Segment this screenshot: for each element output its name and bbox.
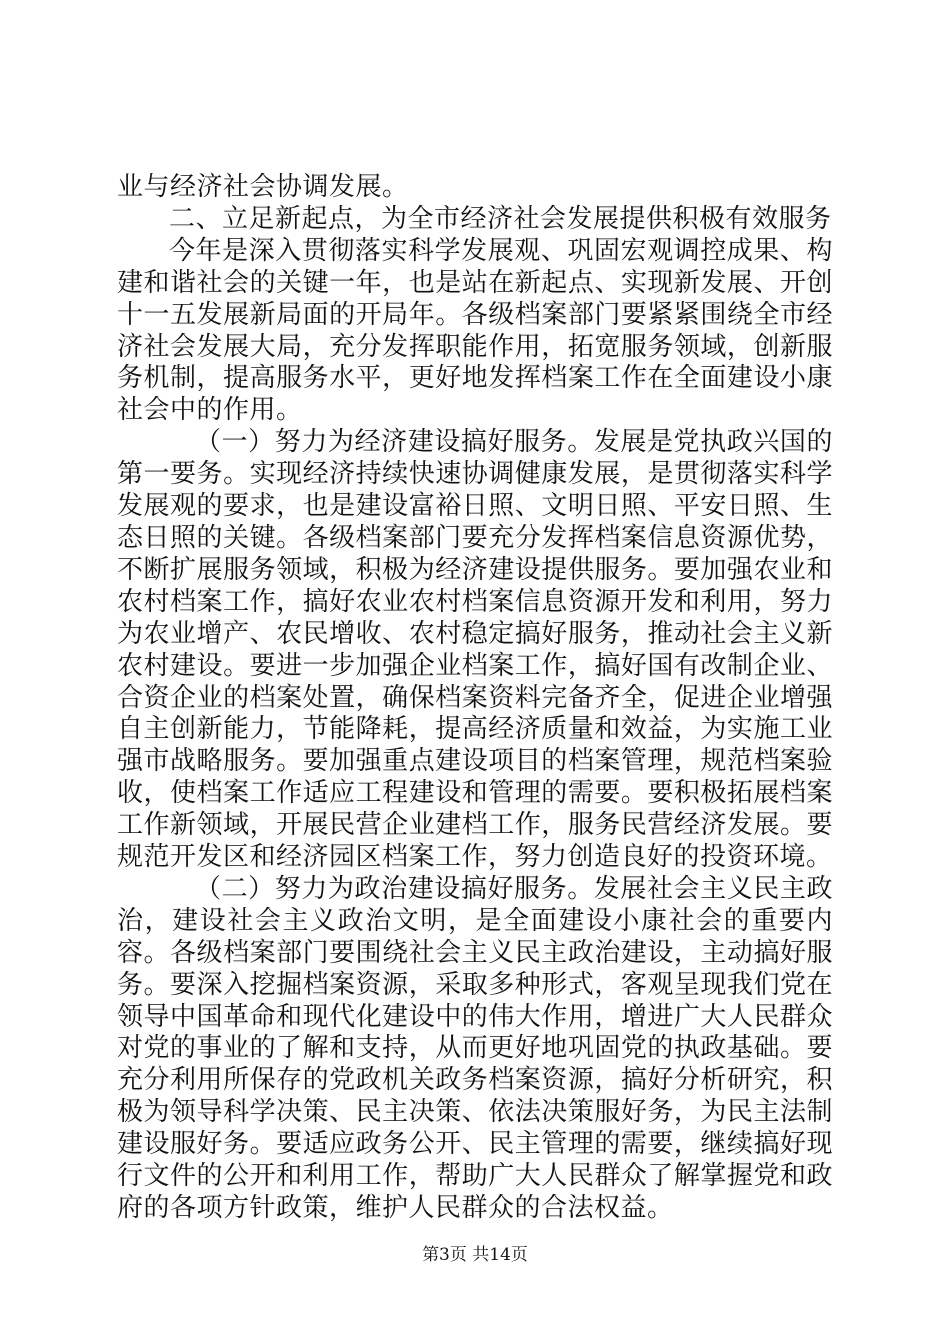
paragraph-economic-service: （一）努力为经济建设搞好服务。发展是党执政兴国的第一要务。实现经济持续快速协调健康发展，是贯彻落实科学发展观的要求，也是建设富裕日照、文明日照、平安日照、生态日照的关键。各级档案部门要充分发挥档案信息资源优势，不断扩展服务领域，积极为经济建设提供服务。要加强农业和农村档案工作，搞好农业农村档案信息资源开发和利用，努力为农业增产、农民增收、农村稳定搞好服务，推动社会主义新农村建设。要进一步加强企业档案工作，搞好国有改制企业、合资企业的档案处置，确保档案资料完备齐全，促进企业增强自主创新能力，节能降耗，提高经济质量和效益，为实施工业强市战略服务。要加强重点建设项目的档案管理，规范档案验收，使档案工作适应工程建设和管理的需要。要积极拓展档案工作新领域，开展民营企业建档工作，服务民营经济发展。要规范开发区和经济园区档案工作，努力创造良好的投资环境。 <box>117 427 833 873</box>
paragraph-political-service: （二）努力为政治建设搞好服务。发展社会主义民主政治，建设社会主义政治文明，是全面建设小康社会的重要内容。各级档案部门要围绕社会主义民主政治建设，主动搞好服务。要深入挖掘档案资源，采取多种形式，客观呈现我们党在领导中国革命和现代化建设中的伟大作用，增进广大人民群众对党的事业的了解和支持，从而更好地巩固党的执政基础。要充分利用所保存的党政机关政务档案资源，搞好分析研究，积极为领导科学决策、民主决策、依法决策服好务，为民主法制建设服好务。要适应政务公开、民主管理的需要，继续搞好现行文件的公开和利用工作，帮助广大人民群众了解掌握党和政府的各项方针政策，维护人民群众的合法权益。 <box>117 873 833 1223</box>
document-body <box>117 172 833 1225</box>
paragraph-intro: 今年是深入贯彻落实科学发展观、巩固宏观调控成果、构建和谐社会的关键一年，也是站在新起点、实现新发展、开创十一五发展新局面的开局年。各级档案部门要紧紧围绕全市经济社会发展大局，充分发挥职能作用，拓宽服务领域，创新服务机制，提高服务水平，更好地发挥档案工作在全面建设小康社会中的作用。 <box>117 235 833 426</box>
page-footer: 第3页 共14页 <box>422 1245 528 1265</box>
section-heading: 二、立足新起点，为全市经济社会发展提供积极有效服务 <box>169 203 832 234</box>
paragraph-continuation: 业与经济社会协调发展。 <box>117 172 409 202</box>
